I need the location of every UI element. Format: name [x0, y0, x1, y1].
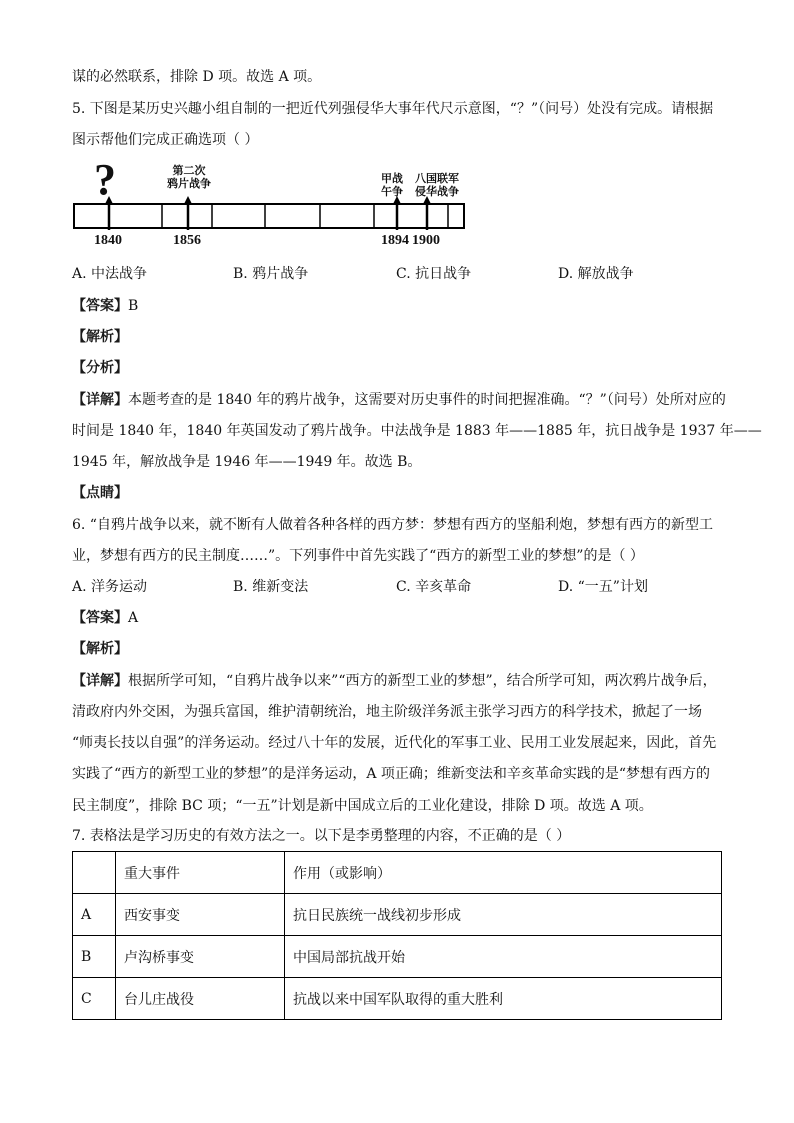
question-mark: ?	[94, 155, 116, 204]
question-5-stem-cont: 图示帮他们完成正确选项（ ）	[72, 132, 259, 148]
question-7-stem: 7. 表格法是学习历史的有效方法之一。以下是李勇整理的内容，不正确的是（ ）	[72, 828, 571, 844]
table-cell: C	[73, 978, 116, 1020]
table-cell: B	[73, 936, 116, 978]
q5-analysis-tag: 【解析】	[72, 329, 128, 345]
q6-option-d[interactable]: D. “一五”计划	[558, 579, 648, 595]
table-cell: 西安事变	[116, 894, 285, 936]
q5-answer: 【答案】B	[72, 298, 139, 314]
year-1840: 1840	[94, 233, 122, 248]
label-sino-japanese-war: 甲战 午争	[381, 172, 403, 198]
arrow-1900	[423, 196, 431, 230]
q6-detail: 【详解】根据所学可知，“自鸦片战争以来”“西方的新型工业的梦想”，结合所学可知，两次鸦片战争后，	[72, 673, 717, 689]
table-cell: A	[73, 894, 116, 936]
q6-option-c[interactable]: C. 辛亥革命	[396, 579, 472, 595]
q6-option-b[interactable]: B. 维新变法	[233, 579, 309, 595]
ruler-bar	[74, 204, 464, 228]
table-cell: 中国局部抗战开始	[285, 936, 722, 978]
q5-detail-line: 时间是 1840 年，1840 年英国发动了鸦片战争。中法战争是 1883 年——1885 年，抗日战争是 1937 年——	[72, 423, 762, 439]
q5-detail-line: 1945 年，解放战争是 1946 年——1949 年。故选 B。	[72, 454, 422, 470]
arrow-1894	[393, 196, 401, 230]
q5-dianjing-tag: 【点睛】	[72, 485, 128, 501]
question-6-stem-cont: 业，梦想有西方的民主制度……”。下列事件中首先实践了“西方的新型工业的梦想”的是（ ）	[72, 548, 644, 564]
q5-option-d[interactable]: D. 解放战争	[558, 266, 634, 282]
q6-analysis-tag: 【解析】	[72, 641, 128, 657]
table-cell: 抗战以来中国军队取得的重大胜利	[285, 978, 722, 1020]
q6-option-a[interactable]: A. 洋务运动	[72, 579, 148, 595]
table-header-row	[73, 852, 722, 894]
label-second-opium-war: 第二次 鸦片战争	[167, 164, 211, 190]
question-5-stem: 5. 下图是某历史兴趣小组自制的一把近代列强侵华大事年代尺示意图，“？”（问号）处没有完成。请根据	[72, 101, 714, 117]
table-row	[73, 936, 722, 978]
q6-detail-line: “师夷长技以自强”的洋务运动。经过八十年的发展，近代化的军事工业、民用工业发展起来，因此，首先	[72, 735, 717, 751]
q6-answer: 【答案】A	[72, 610, 139, 626]
year-1894: 1894	[381, 233, 409, 248]
table-cell: 卢沟桥事变	[116, 936, 285, 978]
q5-detail: 【详解】本题考查的是 1840 年的鸦片战争，这需要对历史事件的时间把握准确。“？”（问号）处所对应的	[72, 392, 726, 408]
text-line: 谋的必然联系，排除 D 项。故选 A 项。	[72, 69, 322, 85]
q6-detail-line: 实践了“西方的新型工业的梦想”的是洋务运动，A 项正确；维新变法和辛亥革命实践的是“梦想有西方的	[72, 766, 711, 782]
table-row	[73, 894, 722, 936]
label-eight-nation-alliance: 八国联军 侵华战争	[415, 172, 459, 198]
event-table	[72, 851, 722, 1020]
q5-option-c[interactable]: C. 抗日战争	[396, 266, 472, 282]
year-1900: 1900	[412, 233, 440, 248]
year-1856: 1856	[173, 233, 201, 248]
q5-option-a[interactable]: A. 中法战争	[72, 266, 148, 282]
timeline-figure	[72, 155, 467, 252]
table-cell: 抗日民族统一战线初步形成	[285, 894, 722, 936]
table-header-cell: 重大事件	[116, 852, 285, 894]
table-header-cell: 作用（或影响）	[285, 852, 722, 894]
question-6-stem: 6. “自鸦片战争以来，就不断有人做着各种各样的西方梦：梦想有西方的坚船利炮，梦想有西方的新型工	[72, 517, 713, 533]
q5-fenxi-tag: 【分析】	[72, 360, 128, 376]
table-row	[73, 978, 722, 1020]
q6-detail-line: 清政府内外交困，为强兵富国，维护清朝统治，地主阶级洋务派主张学习西方的科学技术，掀起了一场	[72, 704, 702, 720]
q5-option-b[interactable]: B. 鸦片战争	[233, 266, 309, 282]
table-cell: 台儿庄战役	[116, 978, 285, 1020]
arrow-1856	[184, 196, 192, 230]
table-header-cell	[73, 852, 116, 894]
q6-detail-line: 民主制度”，排除 BC 项；“一五”计划是新中国成立后的工业化建设，排除 D 项。故选 A 项。	[72, 798, 653, 814]
